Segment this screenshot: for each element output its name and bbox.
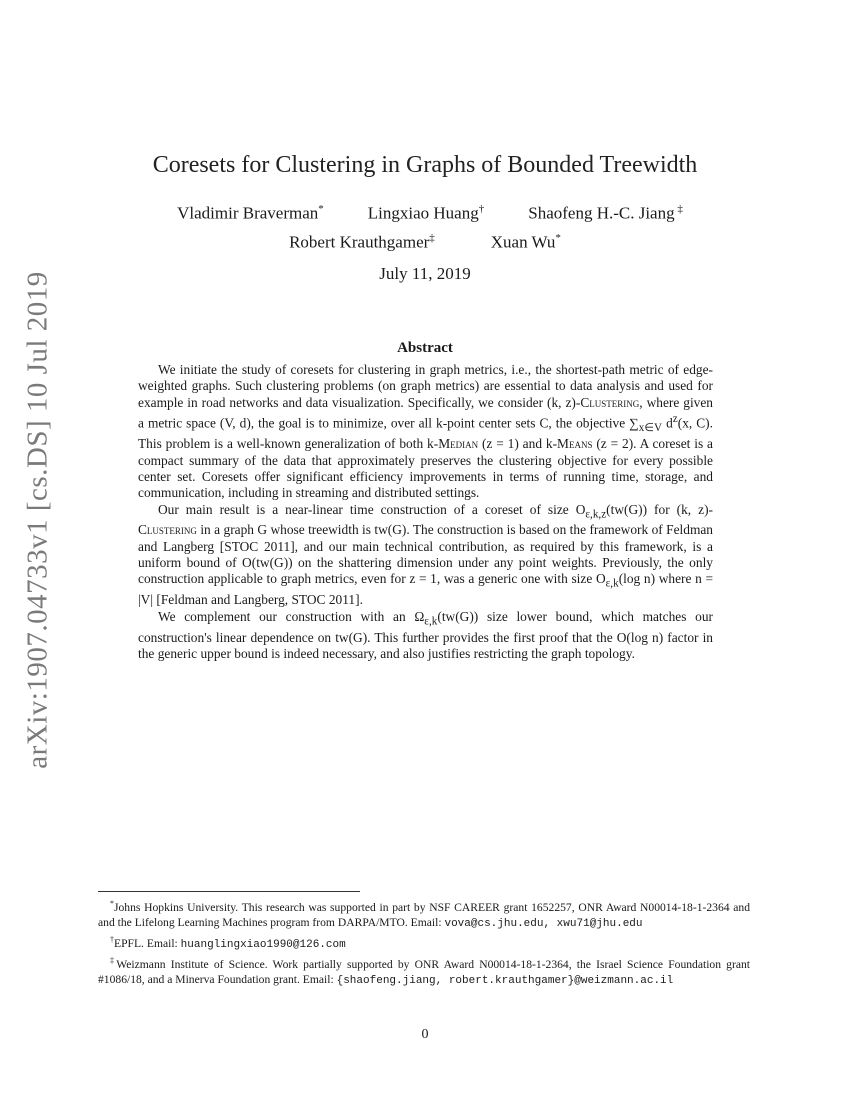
footnote-epfl: †EPFL. Email: huanglingxiao1990@126.com bbox=[110, 935, 346, 952]
page-number: 0 bbox=[421, 1027, 429, 1042]
arxiv-identifier-stamp: arXiv:1907.04733v1 [cs.DS] 10 Jul 2019 bbox=[21, 271, 54, 769]
author-huang: Lingxiao Huang† bbox=[367, 203, 485, 223]
abstract-heading: Abstract bbox=[397, 340, 453, 356]
author-braverman: Vladimir Braverman* bbox=[177, 203, 324, 223]
email-link-epfl[interactable]: huanglingxiao1990@126.com bbox=[180, 939, 346, 952]
email-link-weizmann[interactable]: {shaofeng.jiang, robert.krauthgamer}@weizmann.ac.il bbox=[336, 975, 674, 988]
author-krauthgamer: Robert Krauthgamer‡ bbox=[289, 232, 435, 252]
footnote-weizmann: ‡Weizmann Institute of Science. Work partially supported by ONR Award N00014-18-1-2364, the Israel Science Foundation grant #1086/18, and a Minerva Foundation grant. Email: {shaofeng.jiang, robert.krauthgamer}@weizmann.ac.il bbox=[98, 956, 750, 988]
email-link-jhu[interactable]: vova@cs.jhu.edu, xwu71@jhu.edu bbox=[444, 918, 643, 931]
abstract-paragraph-1: We initiate the study of coresets for clustering in graph metrics, i.e., the shortest-path metric of edge-weighted graphs. Such clustering problems (on graph metrics) are essential to data analysis and used for example in road networks and data visualization. Specifically, we consider (k, z)-Clustering, where given a metric space (V, d), the goal is to minimize, over all k-point center sets C, the objective $\sum_{x\in V}$ $d^z(x$, C). This problem is a well-known generalization of both k-Median (z = 1) and k-Means (z = 2). A coreset is a compact summary of the data that approximately preserves the clustering objective for every possible center set. Coresets offer significant efficiency improvements in terms of running time, storage, and communication, including in streaming and distributed settings. bbox=[138, 362, 713, 501]
footnote-divider bbox=[98, 891, 360, 892]
authors-row-1 bbox=[0, 203, 850, 224]
authors-row-2 bbox=[0, 232, 850, 253]
paper-date: July 11, 2019 bbox=[379, 264, 471, 283]
author-jiang: Shaofeng H.-C. Jiang ‡ bbox=[528, 203, 683, 223]
abstract-body bbox=[138, 362, 713, 662]
abstract-paragraph-2: Our main result is a near-linear time construction of a coreset of size $O_{\varepsilon,k,z}(tw(G))$ for (k, z)-Clustering in a graph G whose treewidth is tw(G). The construction is based on the framework of Feldman and Langberg [STOC 2011], and our main technical contribution, as required by this framework, is a uniform bound of O(tw(G)) on the shattering dimension under any point weights. Previously, the only construction applicable to graph metrics, even for z = 1, was a generic one with size $O_{\varepsilon,k}(\log$ n) where n = |V| [Feldman and Langberg, STOC 2011]. bbox=[138, 501, 713, 608]
paper-title: Coresets for Clustering in Graphs of Bounded Treewidth bbox=[152, 152, 698, 178]
author-wu: Xuan Wu* bbox=[490, 232, 561, 252]
abstract-paragraph-3: We complement our construction with an $\Omega_{\varepsilon,k}(tw(G))$ size lower bound, which matches our construction's linear dependence on tw(G). This further provides the first proof that the O(log n) factor in the generic upper bound is indeed necessary, and also justifies restricting the graph topology. bbox=[138, 608, 713, 661]
footnote-jhu: *Johns Hopkins University. This research was supported in part by NSF CAREER grant 1652257, ONR Award N00014-18-1-2364 and and the Lifelong Learning Machines program from DARPA/MTO. Email: vova@cs.jhu.edu, xwu71@jhu.edu bbox=[98, 899, 750, 931]
footnotes bbox=[98, 896, 750, 990]
